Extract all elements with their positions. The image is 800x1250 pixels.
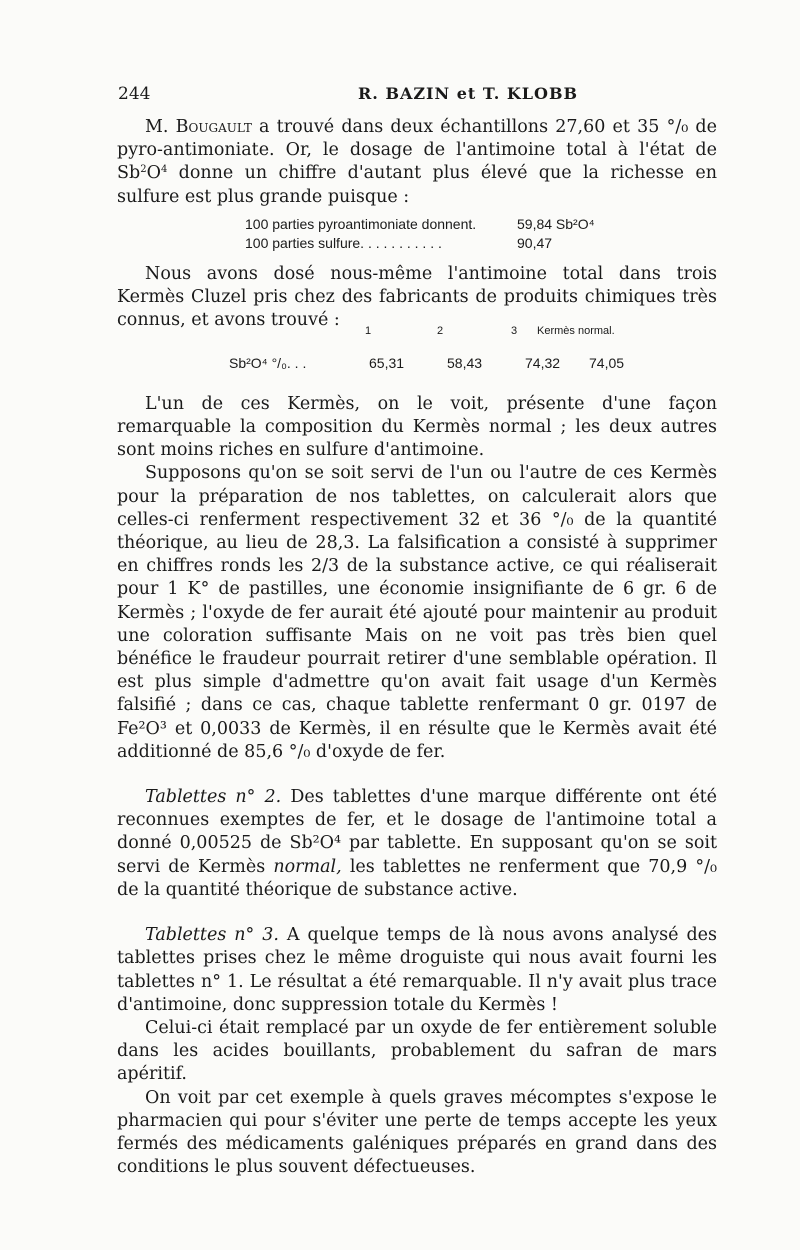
table-row: 100 parties pyroantimoniate donnent. 59,84 Sb²O⁴ bbox=[245, 215, 595, 232]
table-row: 100 parties sulfure. . . . . . . . . . . 90,47 bbox=[245, 234, 553, 251]
paragraph-2: Nous avons dosé nous-même l'antimoine total dans trois Kermès Cluzel pris chez des fabricants de produits chimiques très connus, et avons trouvé : bbox=[117, 263, 717, 331]
page-number: 244 bbox=[118, 84, 151, 104]
page-header bbox=[118, 84, 718, 108]
paragraph-5: Tablettes n° 2. Des tablettes d'une marque différente ont été reconnues exemptes de fer, et le dosage de l'antimoine total a donné 0,00525 de Sb²O⁴ par tablette. En supposant qu'on se soit servi de Kermès normal, les tablettes ne renferment que 70,9 °/₀ de la quantité théorique de substance active. bbox=[117, 787, 717, 900]
paragraph-8: On voit par cet exemple à quels graves mécomptes s'expose le pharmacien qui pour s'éviter une perte de temps accepte les yeux fermés des médicaments galéniques préparés en grand dans des conditions le plus souvent défectueuses. bbox=[117, 1087, 717, 1178]
section-label: Tablettes n° 3. bbox=[145, 925, 279, 946]
paragraph-1: M. Bougault a trouvé dans deux échantillons 27,60 et 35 °/₀ de pyro-antimoniate. Or, le dosage de l'antimoine total à l'état de $Sb^2O^4$ donne un chiffre d'autant plus élevé que la richesse en sulfure est plus grande puisque : bbox=[117, 117, 717, 207]
composition-table bbox=[245, 215, 717, 253]
table-row: Sb²O⁴ °/₀. . . 65,31 58,43 74,32 74,05 bbox=[229, 354, 625, 371]
section-label: Tablettes n° 2. bbox=[145, 787, 282, 808]
table-header: 1 2 3 Kermès normal. bbox=[365, 325, 615, 338]
paragraph-4: Supposons qu'on se soit servi de l'un ou l'autre de ces Kermès pour la préparation de nos tablettes, on calculerait alors que celles-ci renferment respectivement 32 et 36 °/₀ de la quantité théorique, au lieu de 28,3. La falsification a consisté à supprimer en chiffres ronds les 2/3 de la substance active, ce qui réaliserait pour 1 K° de pastilles, une économie insignifiante de 6 gr. 6 de Kermès ; l'oxyde de fer aurait été ajouté pour maintenir au produit une coloration suffisante Mais on ne voit pas très bien quel bénéfice le fraudeur pourrait retirer d'une semblable opération. Il est plus simple d'admettre qu'on avait fait usage d'un Kermès falsifié ; dans ce cas, chaque tablette renfermant 0 gr. 0197 de Fe²O³ et 0,0033 de Kermès, il en résulte que le Kermès avait été additionné de 85,6 °/₀ d'oxyde de fer. bbox=[117, 463, 717, 762]
paragraph-3: L'un de ces Kermès, on le voit, présente d'une façon remarquable la composition du Kermès normal ; les deux autres sont moins riches en sulfure d'antimoine. bbox=[117, 393, 717, 461]
paragraph-7: Celui-ci était remplacé par un oxyde de fer entièrement soluble dans les acides bouillants, probablement du safran de mars apéritif. bbox=[117, 1017, 717, 1085]
running-title: R. BAZIN et T. KLOBB bbox=[358, 84, 578, 103]
body-text bbox=[117, 116, 717, 1179]
paragraph-6: Tablettes n° 3. A quelque temps de là nous avons analysé des tablettes prises chez le même droguiste qui nous avait fourni les tablettes n° 1. Le résultat a été remarquable. Il n'y avait plus trace d'antimoine, donc suppression totale du Kermès ! bbox=[117, 925, 717, 1015]
author-name: M. Bougault bbox=[145, 117, 252, 137]
